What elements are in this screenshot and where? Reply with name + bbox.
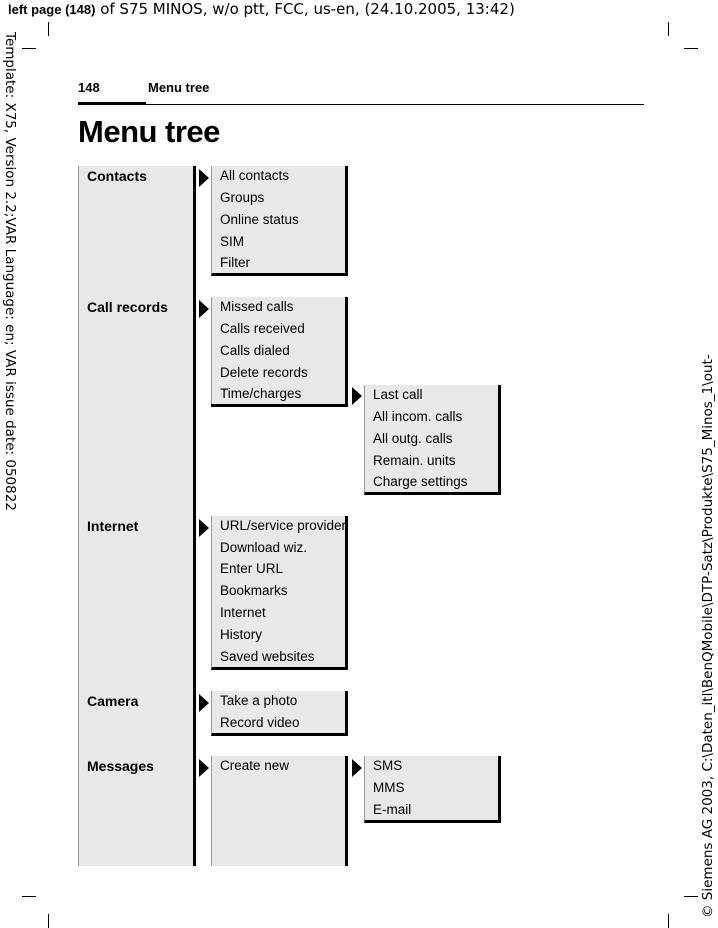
menu-item[interactable]: Calls dialed <box>220 343 290 358</box>
menu-item[interactable]: Take a photo <box>220 693 298 708</box>
menu-item[interactable]: History <box>220 627 263 642</box>
menu-item[interactable]: SIM <box>220 234 245 249</box>
crop-mark <box>22 48 36 49</box>
menu-label-internet: Internet <box>87 518 139 534</box>
header-rule <box>146 104 644 105</box>
menu-item[interactable]: All incom. calls <box>373 409 463 424</box>
page-title: Menu tree <box>78 114 220 149</box>
arrow-right-icon <box>199 300 209 318</box>
submenu-call-records <box>211 297 348 406</box>
menu-item[interactable]: Download wiz. <box>220 540 308 555</box>
menu-item[interactable]: Calls received <box>220 321 305 336</box>
menu-item[interactable]: SMS <box>373 758 403 773</box>
menu-item[interactable]: All contacts <box>220 168 290 183</box>
submenu-messages <box>211 756 348 866</box>
menu-label-messages: Messages <box>87 758 154 774</box>
submenu-create-new <box>364 756 501 823</box>
header-rule-thick <box>78 102 146 105</box>
arrow-right-icon <box>199 694 209 712</box>
menu-item[interactable]: Online status <box>220 212 299 227</box>
crop-mark <box>684 48 698 49</box>
print-header <box>8 0 515 18</box>
menu-item[interactable]: Last call <box>373 387 423 402</box>
crop-mark <box>668 914 669 928</box>
submenu-time-charges <box>364 385 501 495</box>
menu-item[interactable]: Saved websites <box>220 649 315 664</box>
arrow-right-icon <box>352 759 362 777</box>
submenu-camera <box>211 691 348 736</box>
menu-item[interactable]: Delete records <box>220 365 308 380</box>
template-info <box>0 34 20 554</box>
copyright-info <box>698 320 718 920</box>
template-info-text: Template: X75, Version 2.2;VAR Language: en; VAR issue date: 050822 <box>2 32 18 511</box>
arrow-right-icon <box>199 519 209 537</box>
menu-label-camera: Camera <box>87 693 139 709</box>
page-number: 148 <box>78 80 100 95</box>
menu-item[interactable]: Time/charges <box>220 386 302 401</box>
arrow-right-icon <box>199 759 209 777</box>
menu-item[interactable]: URL/service provider <box>220 518 347 533</box>
copyright-text: © Siemens AG 2003, C:\Daten_itl\BenQMobile\DTP-Satz\Produkte\S75_Minos_1\out- <box>700 354 716 918</box>
crop-mark <box>668 22 669 36</box>
menu-item[interactable]: E-mail <box>373 802 412 817</box>
crop-mark <box>48 914 49 928</box>
arrow-right-icon <box>199 169 209 187</box>
box-bottom-border <box>211 404 348 407</box>
crop-mark <box>48 22 49 36</box>
menu-label-contacts: Contacts <box>87 168 147 184</box>
submenu-internet <box>211 516 348 670</box>
menu-item[interactable]: MMS <box>373 780 405 795</box>
menu-item[interactable]: Remain. units <box>373 453 456 468</box>
menu-item[interactable]: All outg. calls <box>373 431 453 446</box>
menu-item[interactable]: Enter URL <box>220 561 284 576</box>
arrow-right-icon <box>352 387 362 405</box>
running-header-title: Menu tree <box>148 80 210 95</box>
menu-label-call-records: Call records <box>87 299 168 315</box>
page-reference: left page (148) <box>8 2 96 17</box>
menu-item[interactable]: Groups <box>220 190 265 205</box>
print-info: of S75 MINOS, w/o ptt, FCC, us-en, (24.10.2005, 13:42) <box>95 0 515 18</box>
menu-item[interactable]: Bookmarks <box>220 583 288 598</box>
menu-item[interactable]: Create new <box>220 758 290 773</box>
submenu-contacts <box>211 166 348 276</box>
crop-mark <box>22 896 36 897</box>
menu-item[interactable]: Internet <box>220 605 266 620</box>
menu-item[interactable]: Record video <box>220 715 300 730</box>
crop-mark <box>684 896 698 897</box>
menu-item[interactable]: Filter <box>220 255 250 270</box>
menu-item[interactable]: Missed calls <box>220 299 294 314</box>
menu-item[interactable]: Charge settings <box>373 474 468 489</box>
